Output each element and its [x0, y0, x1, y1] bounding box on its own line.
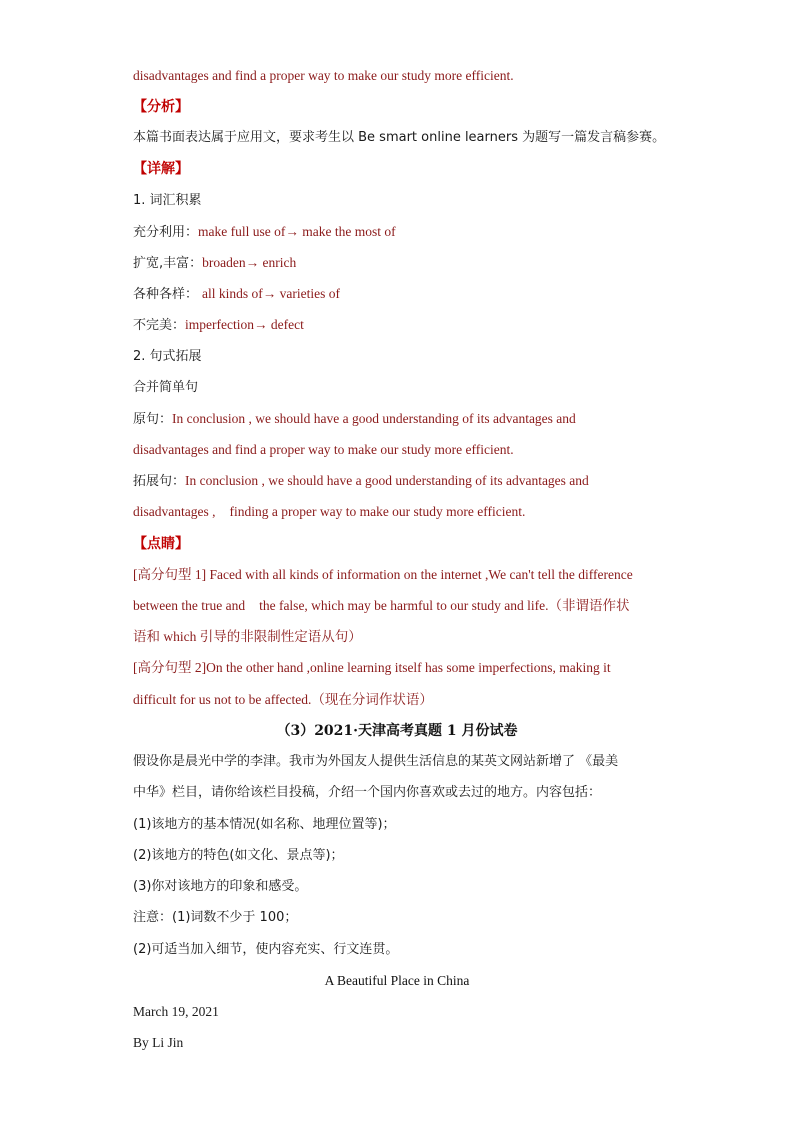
vocab-item: [133, 315, 304, 336]
original-sentence-line: [133, 409, 576, 430]
expanded-sentence-line: [133, 471, 589, 492]
question-note: 注意：(1)词数不少于 100；: [133, 910, 298, 925]
key-sentence-line: [高分句型 1] Faced with all kinds of information on the internet ,We can't tell the difference: [133, 567, 633, 582]
analysis-text: 本篇书面表达属于应用文，要求考生以 Be smart online learners 为题写一篇发言稿参赛。: [133, 130, 666, 145]
key-sentence-line: [高分句型 2]On the other hand ,online learning itself has some imperfections, making it: [133, 660, 611, 675]
vocab-label: 各种各样：: [133, 287, 199, 302]
vocab-item: [133, 253, 296, 274]
essay-author: By Li Jin: [133, 1035, 184, 1050]
essay-date: March 19, 2021: [133, 1004, 219, 1019]
answer-text-line: disadvantages and find a proper way to make our study more efficient.: [133, 68, 514, 83]
question-requirement: (3)你对该地方的印象和感受。: [133, 879, 308, 894]
vocab-value: imperfection→ defect: [185, 317, 304, 332]
original-sentence-line: disadvantages and find a proper way to make our study more efficient.: [133, 442, 514, 457]
key-sentence-line: 语和 which 引导的非限制性定语从句）: [133, 629, 362, 644]
question-note: (2)可适当加入细节，使内容充实、行文连贯。: [133, 942, 399, 957]
expanded-text: In conclusion , we should have a good understanding of its advantages and: [185, 473, 589, 488]
vocab-item: [133, 222, 396, 243]
expanded-sentence-line: [133, 502, 525, 522]
expanded-label: 拓展句：: [133, 474, 186, 489]
vocab-value: all kinds of→ varieties of: [202, 286, 340, 301]
vocab-item: [133, 284, 340, 305]
key-sentence-line: difficult for us not to be affected.（现在分词作状语）: [133, 692, 433, 707]
key-sentence-text: between the true and: [133, 598, 246, 613]
original-label: 原句：: [133, 412, 173, 427]
essay-title: A Beautiful Place in China: [324, 973, 470, 988]
question-requirement: (1)该地方的基本情况(如名称、地理位置等)；: [133, 817, 396, 832]
expanded-text: disadvantages ,: [133, 504, 216, 519]
question-text: 中华》栏目，请你给该栏目投稿，介绍一个国内你喜欢或去过的地方。内容包括：: [133, 785, 602, 800]
vocab-subheading: 1. 词汇积累: [133, 193, 202, 208]
vocab-label: 不完美：: [133, 318, 186, 333]
vocab-value: broaden→ enrich: [202, 255, 297, 270]
vocab-value: make full use of→ make the most of: [198, 224, 396, 239]
detail-heading: 【详解】: [133, 161, 189, 177]
analysis-heading: 【分析】: [133, 99, 189, 115]
vocab-label: 充分利用：: [133, 225, 199, 240]
key-point-heading: 【点睛】: [133, 536, 189, 552]
key-sentence-text: the false, which may be harmful to our study and life.（非谓语作状: [259, 598, 630, 613]
section-title: （3）2021·天津高考真题 1 月份试卷: [276, 723, 518, 739]
question-text: 假设你是晨光中学的李津。我市为外国友人提供生活信息的某英文网站新增了 《最美: [133, 754, 619, 769]
key-sentence-line: [133, 596, 630, 616]
vocab-label: 扩宽,丰富：: [133, 256, 203, 271]
original-text: In conclusion , we should have a good understanding of its advantages and: [172, 411, 576, 426]
question-requirement: (2)该地方的特色(如文化、景点等)；: [133, 848, 344, 863]
expanded-text: finding a proper way to make our study more efficient.: [229, 504, 526, 519]
sentence-method: 合并简单句: [133, 380, 199, 395]
sentence-subheading: 2. 句式拓展: [133, 349, 202, 364]
